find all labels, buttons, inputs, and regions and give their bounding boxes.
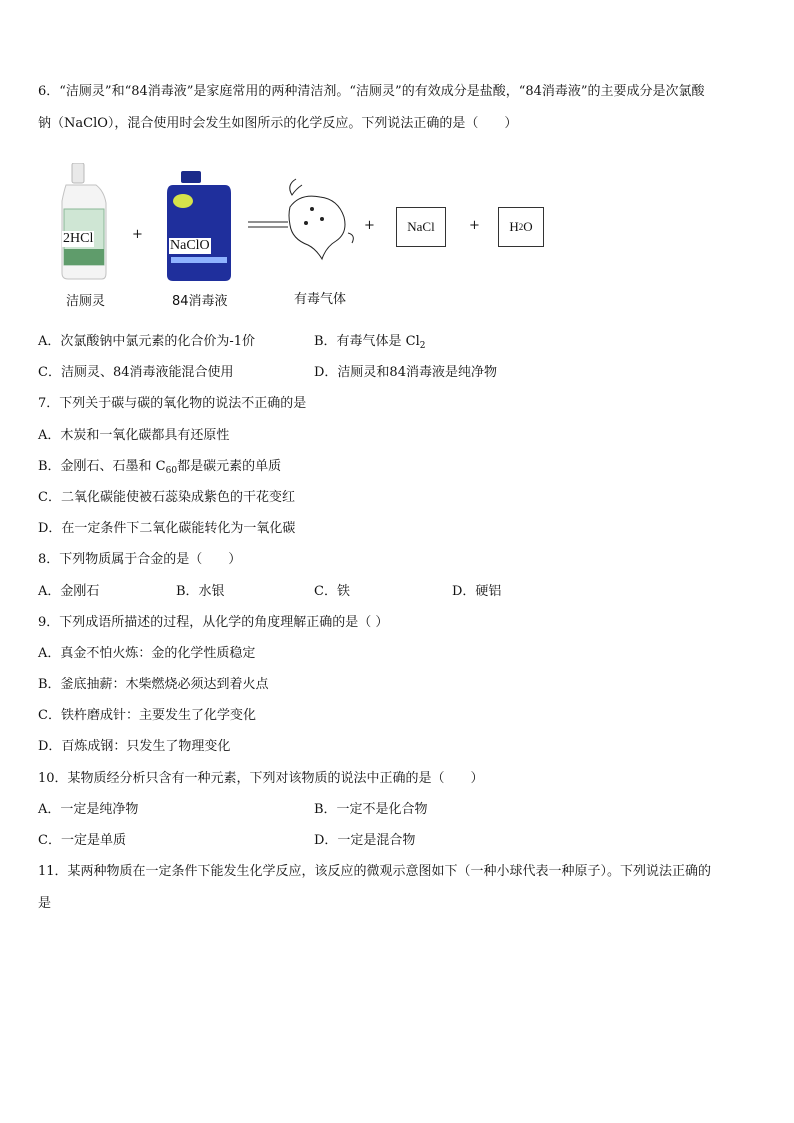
nacl-formula: NaCl	[407, 219, 435, 234]
q10-option-a[interactable]: A．一定是纯净物	[38, 802, 139, 817]
water-box	[498, 207, 544, 247]
plus-sign: +	[132, 227, 143, 242]
q9-stem: 9．下列成语所描述的过程，从化学的角度理解正确的是（ ）	[38, 615, 389, 630]
reaction-figure	[0, 155, 794, 315]
q11-stem-line1: 11．某两种物质在一定条件下能发生化学反应，该反应的微观示意图如下（一种小球代表一种原子）。下列说法正确的	[38, 864, 712, 879]
bottle1-label: 洁厕灵	[66, 294, 106, 309]
q9-option-a[interactable]: A．真金不怕火炼：金的化学性质稳定	[38, 646, 256, 661]
q9-option-c[interactable]: C．铁杵磨成针：主要发生了化学变化	[38, 708, 256, 723]
q8-option-a[interactable]: A．金刚石	[38, 584, 100, 599]
q7-option-b[interactable]	[38, 458, 281, 480]
q7-option-a[interactable]: A．木炭和一氧化碳都具有还原性	[38, 428, 230, 443]
toilet-cleaner-bottle-icon	[58, 163, 108, 281]
q10-option-b[interactable]: B．一定不是化合物	[314, 802, 428, 817]
q6-stem-line2: 钠（NaClO），混合使用时会发生如图所示的化学反应。下列说法正确的是（ ）	[38, 116, 518, 131]
q8-option-c[interactable]: C．铁	[314, 584, 350, 599]
q7-option-b-sub: 60	[165, 466, 178, 476]
q8-option-b[interactable]: B．水银	[176, 584, 225, 599]
q6-option-b-sub: 2	[419, 341, 426, 351]
q6-option-d[interactable]: D．洁厕灵和84消毒液是纯净物	[314, 365, 497, 380]
q8-stem: 8．下列物质属于合金的是（ ）	[38, 552, 242, 567]
nacl-box	[396, 207, 446, 247]
plus-sign: +	[364, 218, 375, 233]
water-formula-o: O	[523, 219, 533, 234]
q7-option-d[interactable]: D．在一定条件下二氧化碳能转化为一氧化碳	[38, 521, 296, 536]
plus-sign: +	[469, 218, 480, 233]
water-formula-sub: 2	[518, 222, 524, 232]
q11-stem-line2: 是	[38, 896, 52, 911]
disinfectant-bottle-icon	[163, 171, 235, 283]
bottle2-label: 84消毒液	[172, 294, 228, 309]
q7-stem: 7．下列关于碳与碳的氧化物的说法不正确的是	[38, 396, 307, 411]
q7-option-c[interactable]: C．二氧化碳能使被石蕊染成紫色的干花变红	[38, 490, 295, 505]
q9-option-d[interactable]: D．百炼成钢：只发生了物理变化	[38, 739, 231, 754]
q7-option-b-text: B．金刚石、石墨和 C	[38, 459, 166, 474]
q6-option-b[interactable]	[314, 333, 426, 355]
toxic-gas-icon	[282, 173, 362, 269]
water-formula-h: H	[509, 219, 519, 234]
q10-option-d[interactable]: D．一定是混合物	[314, 833, 416, 848]
q6-option-b-text: B．有毒气体是 Cl	[314, 334, 420, 349]
bottle1-formula: 2HCl	[63, 231, 94, 246]
q9-option-b[interactable]: B．釜底抽薪：木柴燃烧必须达到着火点	[38, 677, 269, 692]
q7-option-b-end: 都是碳元素的单质	[177, 459, 282, 474]
q10-stem: 10．某物质经分析只含有一种元素，下列对该物质的说法中正确的是（ ）	[38, 771, 484, 786]
q8-option-d[interactable]: D．硬铝	[452, 584, 502, 599]
q10-option-c[interactable]: C．一定是单质	[38, 833, 126, 848]
bottle2-formula: NaClO	[170, 238, 210, 253]
q6-stem-line1: 6．“洁厕灵”和“84消毒液”是家庭常用的两种清洁剂。“洁厕灵”的有效成分是盐酸，“84消毒液”的主要成分是次氯酸	[38, 84, 705, 99]
q6-option-a[interactable]: A．次氯酸钠中氯元素的化合价为-1价	[38, 334, 256, 349]
q6-option-c[interactable]: C．洁厕灵、84消毒液能混合使用	[38, 365, 234, 380]
toxic-gas-label: 有毒气体	[294, 292, 347, 307]
